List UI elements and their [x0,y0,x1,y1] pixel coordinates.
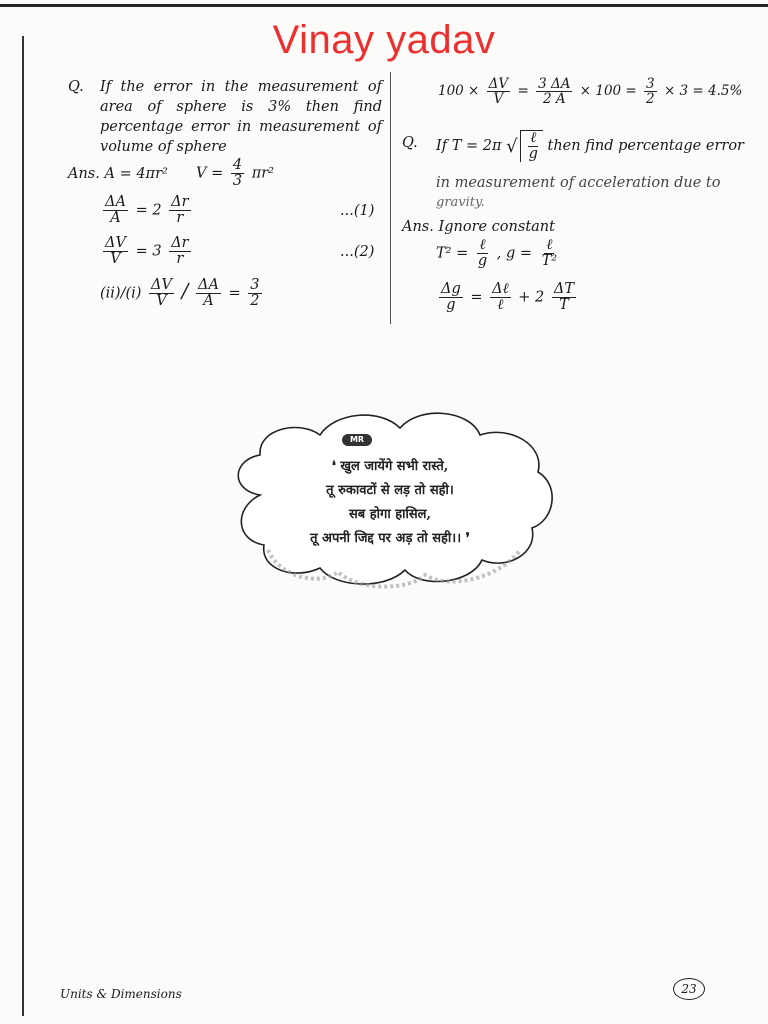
equation-1-tag: ...(1) [340,203,375,219]
equation-separator: , g = [496,245,533,262]
numerator: Δg [441,281,461,297]
denominator: r [176,251,184,268]
fraction [487,77,511,106]
numerator: ΔA [105,194,126,210]
denominator: g [477,253,488,270]
fraction [169,195,190,226]
denominator: A [203,293,214,310]
numerator: ΔT [553,281,575,297]
denominator: ℓ [497,297,504,314]
watermark: Vinay yadav [272,18,496,62]
square-root [506,130,543,162]
volume-error-result [438,77,742,106]
fraction [231,158,244,189]
equation-operator: = [470,289,483,306]
area-formula: A = 4πr² [104,166,168,182]
denominator: V [110,251,121,268]
fraction [552,282,576,313]
top-border [0,4,768,7]
denominator: g [528,146,538,163]
numerator: 4 [232,157,243,173]
equation-operator: = [228,285,241,302]
denominator: 3 [232,173,243,190]
answer-text: Ignore constant [438,219,555,235]
numerator: 3 [646,76,655,92]
numerator: ΔA [197,277,219,293]
numerator: Δr [171,194,189,210]
question-text: If the error in the measurement of area of sphere is 3% then find percentage error in measurement of volume of sphere [100,79,382,155]
quote-cloud [220,400,560,590]
equation-b [436,282,579,313]
fraction [644,77,657,106]
numerator: ΔV [105,235,126,251]
fraction [149,278,174,309]
question-2-label: Q. [402,135,418,151]
left-margin-rule [22,36,24,1016]
equation-operator: + 2 [518,289,545,306]
fraction [476,238,489,269]
denominator: A [110,210,121,227]
answer-prefix: Ans. [402,219,434,235]
fraction [248,278,261,309]
equation-operator: = 3 [135,243,162,260]
equation-2 [100,236,194,267]
numerator: ΔV [151,277,172,293]
fraction [439,282,463,313]
numerator: Δr [171,235,189,251]
equation-2-tag: ...(2) [340,244,375,260]
denominator: 2 A [542,91,566,108]
page-number: 23 [673,978,705,1000]
question-2-text: then find percentage error [547,138,744,155]
numerator: Δℓ [492,281,509,297]
volume-rhs: πr² [251,165,274,182]
root-sign: √ [506,135,518,157]
result-prefix: 100 × [438,83,480,100]
slash: / [181,278,189,303]
chapter-footer: Units & Dimensions [60,987,182,1001]
denominator: 2 [250,293,260,310]
equation-1 [100,195,194,226]
fraction [196,278,221,309]
numerator: 3 ΔA [538,76,571,92]
equation-3 [100,278,265,309]
volume-lhs: V = [196,165,224,182]
question-2-line-2: in measurement of acceleration due to [436,175,721,191]
denominator: T² [541,253,558,270]
denominator: 2 [646,91,655,108]
equation-a [436,238,562,269]
answer-prefix: Ans. [68,166,100,182]
question-2-line-3: gravity. [436,195,485,210]
denominator: r [176,210,184,227]
numerator: ℓ [479,237,486,253]
answer-2 [402,219,555,235]
result-tail: × 3 = 4.5% [663,83,743,100]
equation-prefix: (ii)/(i) [100,285,142,302]
column-divider [390,72,391,324]
volume-formula [196,158,274,189]
radicand [520,130,543,162]
denominator: g [446,297,456,314]
numerator: ΔV [488,76,509,92]
period-formula: If T = 2π [436,138,502,155]
quote-badge: MR [342,434,372,446]
question-2-line-1 [436,130,744,162]
numerator: 3 [250,277,260,293]
fraction [103,236,128,267]
equation-operator: = [517,83,529,100]
fraction [490,282,511,313]
denominator: T [559,297,569,314]
numerator: ℓ [530,130,537,146]
quote-line-1: ❛ खुल जायेंगे सभी रास्ते, [331,459,449,474]
fraction [103,195,128,226]
question-label: Q. [68,79,84,95]
quote-line-4: तू अपनी जिद्द पर अड़ तो सही।। ❜ [310,531,470,546]
numerator: ℓ [546,237,553,253]
fraction [527,131,540,162]
quote-line-3: सब होगा हासिल, [349,507,431,522]
fraction [536,77,572,106]
answer-label [68,166,168,182]
fraction [169,236,190,267]
denominator: V [156,293,167,310]
equation-lhs: T² = [436,245,469,262]
equation-operator: = 2 [135,202,162,219]
fraction [540,238,559,269]
quote-line-2: तू रुकावटों से लड़ तो सही। [326,483,454,498]
denominator: V [493,91,504,108]
equation-operator: × 100 = [579,83,637,100]
